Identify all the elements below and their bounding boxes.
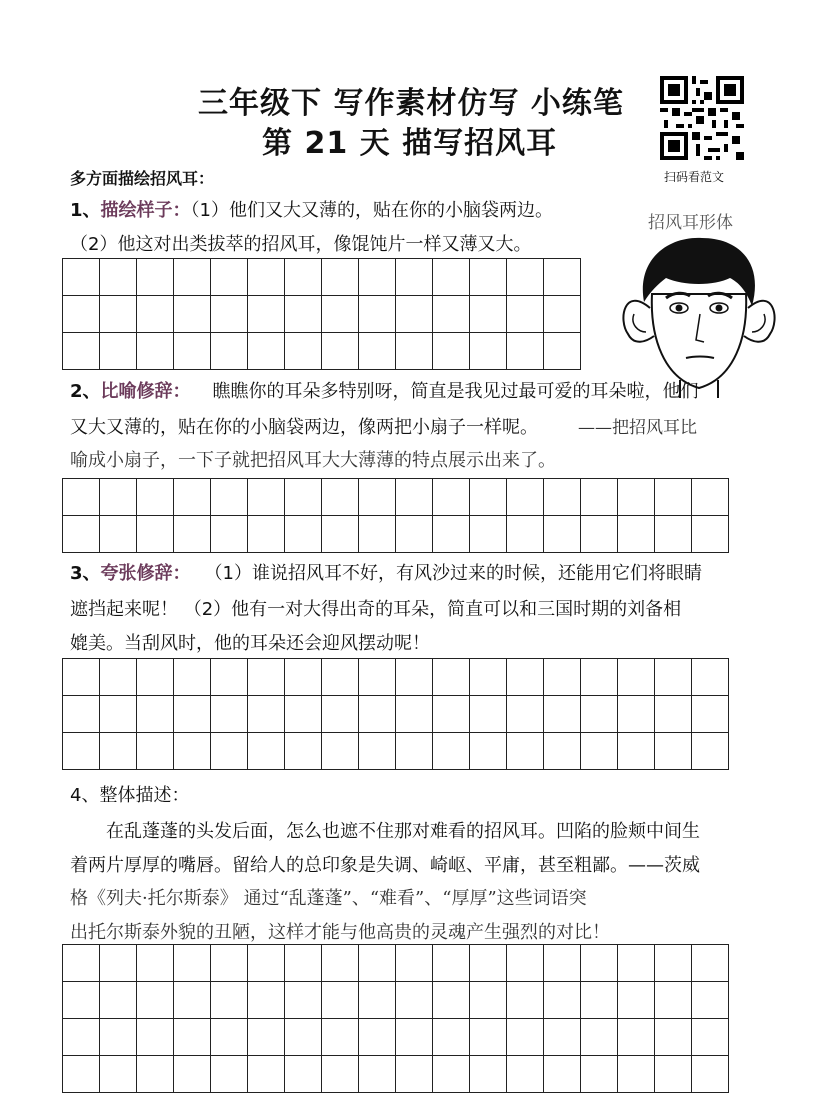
grid-row <box>63 1056 729 1093</box>
writing-grid-1[interactable] <box>62 258 581 370</box>
section1-text1: （1）他们又大又薄的，贴在你的小脑袋两边。 <box>190 200 553 221</box>
grid-row <box>63 1019 729 1056</box>
grid-cell[interactable] <box>211 982 248 1019</box>
grid-cell[interactable] <box>248 259 285 296</box>
grid-cell[interactable] <box>692 982 729 1019</box>
grid-cell[interactable] <box>174 516 211 553</box>
grid-cell[interactable] <box>655 479 692 516</box>
grid-cell[interactable] <box>692 733 729 770</box>
grid-cell[interactable] <box>63 296 100 333</box>
grid-cell[interactable] <box>285 1019 322 1056</box>
grid-cell[interactable] <box>100 333 137 370</box>
grid-cell[interactable] <box>63 659 100 696</box>
writing-grid-3[interactable] <box>62 658 729 770</box>
grid-cell[interactable] <box>174 296 211 333</box>
section2-keyword: 比喻修辞： <box>100 381 191 402</box>
grid-cell[interactable] <box>618 479 655 516</box>
grid-cell[interactable] <box>433 1019 470 1056</box>
grid-cell[interactable] <box>655 516 692 553</box>
grid-cell[interactable] <box>100 1056 137 1093</box>
section1-keyword: 描绘样子： <box>100 200 191 221</box>
grid-cell[interactable] <box>655 1019 692 1056</box>
grid-cell[interactable] <box>137 333 174 370</box>
grid-cell[interactable] <box>470 982 507 1019</box>
grid-cell[interactable] <box>692 945 729 982</box>
grid-cell[interactable] <box>322 982 359 1019</box>
grid-cell[interactable] <box>211 296 248 333</box>
grid-cell[interactable] <box>618 516 655 553</box>
grid-cell[interactable] <box>507 259 544 296</box>
grid-cell[interactable] <box>470 659 507 696</box>
grid-cell[interactable] <box>211 696 248 733</box>
section1-number: 1、 <box>70 200 101 221</box>
grid-cell[interactable] <box>211 1019 248 1056</box>
grid-cell[interactable] <box>655 696 692 733</box>
grid-row <box>63 259 581 296</box>
grid-cell[interactable] <box>396 259 433 296</box>
grid-cell[interactable] <box>581 516 618 553</box>
section2-line2 <box>70 410 697 446</box>
grid-cell[interactable] <box>544 1019 581 1056</box>
grid-cell[interactable] <box>63 696 100 733</box>
grid-cell[interactable] <box>507 1019 544 1056</box>
jug-ears-face-illustration <box>614 228 784 398</box>
grid-cell[interactable] <box>470 259 507 296</box>
grid-cell[interactable] <box>396 945 433 982</box>
grid-cell[interactable] <box>544 479 581 516</box>
grid-cell[interactable] <box>137 733 174 770</box>
grid-cell[interactable] <box>396 516 433 553</box>
grid-cell[interactable] <box>655 733 692 770</box>
section3-number: 3、 <box>70 563 101 584</box>
grid-cell[interactable] <box>618 659 655 696</box>
grid-cell[interactable] <box>359 982 396 1019</box>
grid-cell[interactable] <box>63 1056 100 1093</box>
section3-text1: （1）谁说招风耳不好，有风沙过来的时候，还能用它们将眼睛 <box>204 563 702 584</box>
grid-cell[interactable] <box>100 479 137 516</box>
grid-cell[interactable] <box>285 516 322 553</box>
grid-cell[interactable] <box>137 659 174 696</box>
grid-cell[interactable] <box>433 333 470 370</box>
grid-cell[interactable] <box>359 945 396 982</box>
grid-cell[interactable] <box>63 259 100 296</box>
grid-cell[interactable] <box>359 516 396 553</box>
grid-cell[interactable] <box>618 733 655 770</box>
section4-heading: 4、整体描述： <box>70 785 190 806</box>
illustration-caption: 招风耳形体 <box>648 213 733 233</box>
grid-cell[interactable] <box>248 296 285 333</box>
grid-cell[interactable] <box>211 516 248 553</box>
grid-row <box>63 333 581 370</box>
grid-cell[interactable] <box>470 945 507 982</box>
grid-cell[interactable] <box>285 945 322 982</box>
grid-cell[interactable] <box>544 333 581 370</box>
grid-cell[interactable] <box>433 945 470 982</box>
grid-cell[interactable] <box>581 733 618 770</box>
grid-cell[interactable] <box>470 296 507 333</box>
grid-cell[interactable] <box>433 1056 470 1093</box>
grid-cell[interactable] <box>359 659 396 696</box>
grid-cell[interactable] <box>322 945 359 982</box>
grid-cell[interactable] <box>359 479 396 516</box>
grid-cell[interactable] <box>470 479 507 516</box>
intro-heading: 多方面描绘招风耳： <box>70 169 215 188</box>
grid-cell[interactable] <box>359 696 396 733</box>
grid-cell[interactable] <box>396 982 433 1019</box>
grid-cell[interactable] <box>433 659 470 696</box>
section2-line1 <box>70 374 699 410</box>
grid-cell[interactable] <box>359 1019 396 1056</box>
grid-cell[interactable] <box>692 516 729 553</box>
grid-cell[interactable] <box>100 516 137 553</box>
grid-cell[interactable] <box>581 479 618 516</box>
grid-cell[interactable] <box>100 1019 137 1056</box>
grid-cell[interactable] <box>285 296 322 333</box>
grid-cell[interactable] <box>507 733 544 770</box>
grid-cell[interactable] <box>507 479 544 516</box>
grid-cell[interactable] <box>63 945 100 982</box>
section2-text1: 瞧瞧你的耳朵多特别呀，简直是我见过最可爱的耳朵啦，他们 <box>212 381 699 402</box>
grid-cell[interactable] <box>137 296 174 333</box>
section4-line1: 在乱蓬蓬的头发后面，怎么也遮不住那对难看的招风耳。凹陷的脸颊中间生 <box>106 821 700 842</box>
grid-cell[interactable] <box>396 1019 433 1056</box>
grid-cell[interactable] <box>359 733 396 770</box>
grid-cell[interactable] <box>63 479 100 516</box>
grid-cell[interactable] <box>507 516 544 553</box>
grid-cell[interactable] <box>618 696 655 733</box>
section4-line3: 格《列夫·托尔斯泰》 通过“乱蓬蓬”、“难看”、“厚厚”这些词语突 <box>70 888 587 909</box>
grid-cell[interactable] <box>544 982 581 1019</box>
grid-cell[interactable] <box>248 945 285 982</box>
grid-cell[interactable] <box>396 659 433 696</box>
grid-cell[interactable] <box>544 1056 581 1093</box>
grid-cell[interactable] <box>174 1019 211 1056</box>
grid-cell[interactable] <box>655 1056 692 1093</box>
grid-cell[interactable] <box>692 659 729 696</box>
grid-cell[interactable] <box>63 516 100 553</box>
grid-cell[interactable] <box>248 1056 285 1093</box>
grid-cell[interactable] <box>174 982 211 1019</box>
grid-row <box>63 659 729 696</box>
grid-cell[interactable] <box>211 733 248 770</box>
grid-cell[interactable] <box>63 333 100 370</box>
grid-cell[interactable] <box>322 296 359 333</box>
grid-cell[interactable] <box>618 945 655 982</box>
grid-cell[interactable] <box>174 696 211 733</box>
grid-cell[interactable] <box>63 1019 100 1056</box>
grid-cell[interactable] <box>507 296 544 333</box>
grid-cell[interactable] <box>655 945 692 982</box>
page-title: 三年级下 写作素材仿写 小练笔 <box>198 86 624 121</box>
grid-cell[interactable] <box>581 1019 618 1056</box>
grid-cell[interactable] <box>211 333 248 370</box>
grid-cell[interactable] <box>322 479 359 516</box>
grid-cell[interactable] <box>285 479 322 516</box>
grid-cell[interactable] <box>285 733 322 770</box>
grid-cell[interactable] <box>507 333 544 370</box>
grid-cell[interactable] <box>433 516 470 553</box>
grid-cell[interactable] <box>100 296 137 333</box>
grid-cell[interactable] <box>322 733 359 770</box>
grid-row <box>63 982 729 1019</box>
grid-cell[interactable] <box>285 659 322 696</box>
grid-cell[interactable] <box>396 1056 433 1093</box>
grid-cell[interactable] <box>396 696 433 733</box>
grid-cell[interactable] <box>544 733 581 770</box>
grid-cell[interactable] <box>322 659 359 696</box>
grid-cell[interactable] <box>544 516 581 553</box>
grid-cell[interactable] <box>507 982 544 1019</box>
grid-cell[interactable] <box>211 945 248 982</box>
grid-cell[interactable] <box>137 696 174 733</box>
grid-cell[interactable] <box>396 333 433 370</box>
grid-cell[interactable] <box>544 296 581 333</box>
section4-line4: 出托尔斯泰外貌的丑陋，这样才能与他高贵的灵魂产生强烈的对比！ <box>70 922 610 943</box>
grid-cell[interactable] <box>100 945 137 982</box>
grid-cell[interactable] <box>285 696 322 733</box>
grid-cell[interactable] <box>655 982 692 1019</box>
qr-caption: 扫码看范文 <box>664 170 725 184</box>
section3-keyword: 夸张修辞： <box>100 563 191 584</box>
grid-cell[interactable] <box>174 733 211 770</box>
grid-row <box>63 733 729 770</box>
grid-cell[interactable] <box>100 259 137 296</box>
grid-cell[interactable] <box>248 479 285 516</box>
grid-cell[interactable] <box>248 982 285 1019</box>
section1-line2: （2）他这对出类拔萃的招风耳，像馄饨片一样又薄又大。 <box>70 234 532 255</box>
grid-cell[interactable] <box>322 1056 359 1093</box>
grid-cell[interactable] <box>174 259 211 296</box>
grid-cell[interactable] <box>470 1019 507 1056</box>
grid-cell[interactable] <box>618 1019 655 1056</box>
grid-cell[interactable] <box>285 259 322 296</box>
grid-cell[interactable] <box>507 696 544 733</box>
grid-cell[interactable] <box>248 659 285 696</box>
grid-row <box>63 516 729 553</box>
grid-cell[interactable] <box>322 259 359 296</box>
grid-cell[interactable] <box>137 1056 174 1093</box>
grid-cell[interactable] <box>359 259 396 296</box>
section2-number: 2、 <box>70 381 101 402</box>
grid-cell[interactable] <box>137 259 174 296</box>
grid-row <box>63 296 581 333</box>
grid-cell[interactable] <box>581 945 618 982</box>
grid-cell[interactable] <box>137 479 174 516</box>
grid-cell[interactable] <box>211 479 248 516</box>
grid-cell[interactable] <box>137 945 174 982</box>
grid-cell[interactable] <box>100 696 137 733</box>
grid-cell[interactable] <box>322 516 359 553</box>
page-subtitle: 第 21 天 描写招风耳 <box>262 126 558 161</box>
grid-cell[interactable] <box>248 696 285 733</box>
grid-cell[interactable] <box>63 982 100 1019</box>
grid-cell[interactable] <box>692 1019 729 1056</box>
grid-cell[interactable] <box>618 1056 655 1093</box>
grid-cell[interactable] <box>248 333 285 370</box>
qr-code-icon[interactable] <box>660 76 744 160</box>
grid-cell[interactable] <box>433 479 470 516</box>
grid-cell[interactable] <box>544 259 581 296</box>
writing-grid-2[interactable] <box>62 478 729 553</box>
grid-cell[interactable] <box>433 259 470 296</box>
grid-cell[interactable] <box>470 333 507 370</box>
grid-cell[interactable] <box>359 296 396 333</box>
grid-cell[interactable] <box>359 1056 396 1093</box>
grid-cell[interactable] <box>507 945 544 982</box>
grid-cell[interactable] <box>396 733 433 770</box>
section3-line1 <box>70 556 702 592</box>
grid-row <box>63 696 729 733</box>
section2-note2: 喻成小扇子，一下子就把招风耳大大薄薄的特点展示出来了。 <box>70 450 556 471</box>
grid-cell[interactable] <box>359 333 396 370</box>
grid-cell[interactable] <box>211 259 248 296</box>
grid-cell[interactable] <box>692 479 729 516</box>
grid-cell[interactable] <box>618 982 655 1019</box>
grid-cell[interactable] <box>211 659 248 696</box>
section3-line3: 媲美。当刮风时，他的耳朵还会迎风摆动呢！ <box>70 633 430 654</box>
grid-cell[interactable] <box>248 516 285 553</box>
grid-cell[interactable] <box>174 333 211 370</box>
section4-line2: 着两片厚厚的嘴唇。留给人的总印象是失调、崎岖、平庸，甚至粗鄙。——茨威 <box>70 855 700 876</box>
grid-cell[interactable] <box>581 1056 618 1093</box>
grid-cell[interactable] <box>544 696 581 733</box>
grid-cell[interactable] <box>544 659 581 696</box>
grid-cell[interactable] <box>174 1056 211 1093</box>
grid-cell[interactable] <box>137 516 174 553</box>
grid-cell[interactable] <box>174 659 211 696</box>
grid-cell[interactable] <box>63 733 100 770</box>
grid-cell[interactable] <box>470 1056 507 1093</box>
grid-cell[interactable] <box>581 982 618 1019</box>
grid-cell[interactable] <box>396 479 433 516</box>
grid-cell[interactable] <box>433 982 470 1019</box>
section3-line2: 遮挡起来呢！ （2）他有一对大得出奇的耳朵，简直可以和三国时期的刘备相 <box>70 599 682 620</box>
grid-cell[interactable] <box>655 659 692 696</box>
grid-cell[interactable] <box>322 333 359 370</box>
section1-line1 <box>70 193 553 229</box>
grid-cell[interactable] <box>211 1056 248 1093</box>
grid-cell[interactable] <box>285 333 322 370</box>
grid-cell[interactable] <box>174 945 211 982</box>
grid-cell[interactable] <box>285 982 322 1019</box>
grid-cell[interactable] <box>100 659 137 696</box>
grid-cell[interactable] <box>248 1019 285 1056</box>
grid-cell[interactable] <box>581 696 618 733</box>
grid-cell[interactable] <box>433 296 470 333</box>
grid-cell[interactable] <box>470 516 507 553</box>
grid-cell[interactable] <box>692 696 729 733</box>
grid-cell[interactable] <box>137 982 174 1019</box>
grid-cell[interactable] <box>285 1056 322 1093</box>
grid-cell[interactable] <box>248 733 285 770</box>
grid-cell[interactable] <box>581 659 618 696</box>
writing-grid-4[interactable] <box>62 944 729 1093</box>
grid-cell[interactable] <box>507 659 544 696</box>
grid-cell[interactable] <box>396 296 433 333</box>
grid-cell[interactable] <box>100 982 137 1019</box>
section2-note1: ——把招风耳比 <box>578 418 697 438</box>
grid-cell[interactable] <box>470 733 507 770</box>
grid-cell[interactable] <box>137 1019 174 1056</box>
grid-cell[interactable] <box>322 696 359 733</box>
section2-text2: 又大又薄的，贴在你的小脑袋两边，像两把小扇子一样呢。 <box>70 417 538 438</box>
grid-cell[interactable] <box>100 733 137 770</box>
grid-cell[interactable] <box>433 733 470 770</box>
grid-cell[interactable] <box>174 479 211 516</box>
grid-row <box>63 945 729 982</box>
grid-cell[interactable] <box>507 1056 544 1093</box>
grid-row <box>63 479 729 516</box>
grid-cell[interactable] <box>433 696 470 733</box>
grid-cell[interactable] <box>322 1019 359 1056</box>
grid-cell[interactable] <box>544 945 581 982</box>
grid-cell[interactable] <box>470 696 507 733</box>
grid-cell[interactable] <box>692 1056 729 1093</box>
